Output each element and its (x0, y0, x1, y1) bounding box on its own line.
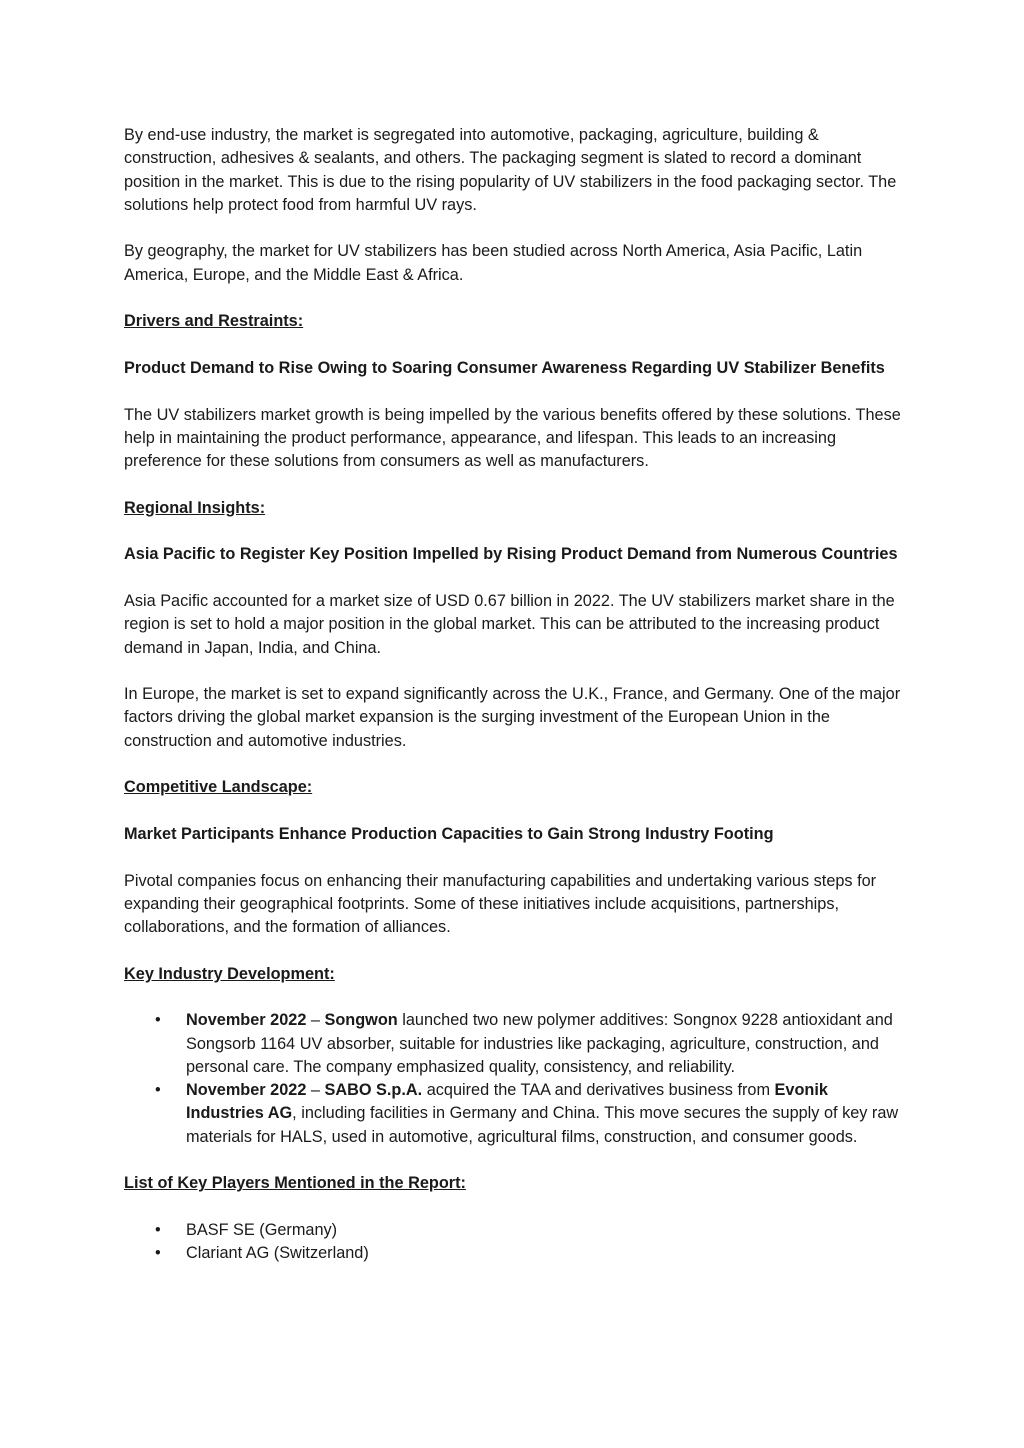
heading-competitive: Competitive Landscape: (124, 778, 313, 797)
bullet-icon: • (155, 1081, 161, 1100)
bullet-icon: • (155, 1011, 161, 1030)
player-name: BASF SE (Germany) (186, 1220, 338, 1239)
list-item (155, 1009, 904, 1079)
list-item (155, 1242, 904, 1265)
list-item (155, 1079, 904, 1149)
bullet-icon: • (155, 1244, 161, 1263)
development-date: November 2022 (186, 1011, 307, 1030)
player-name: Clariant AG (Switzerland) (186, 1244, 369, 1263)
development-company-secondary: Evonik Industries AG (186, 1081, 828, 1123)
subheading-drivers: Product Demand to Rise Owing to Soaring Consumer Awareness Regarding UV Stabilizer Benefits (124, 358, 885, 377)
heading-drivers: Drivers and Restraints: (124, 312, 304, 331)
paragraph-end-use: By end-use industry, the market is segregated into automotive, packaging, agriculture, building & construction, adhesives & sealants, and others. The packaging segment is slated to record a dominant position in the market. This is due to the rising popularity of UV stabilizers in the food packaging sector. The solutions help protect food from harmful UV rays. (124, 126, 897, 214)
paragraph-europe: In Europe, the market is set to expand significantly across the U.K., France, and Germany. One of the major factors driving the global market expansion is the surging investment of the European Union in the construction and automotive industries. (124, 685, 901, 750)
development-text-continued: , including facilities in Germany and China. This move secures the supply of key raw materials for HALS, used in automotive, agricultural films, construction, and consumer goods. (186, 1104, 899, 1146)
bullet-icon: • (155, 1220, 161, 1239)
players-list (124, 1219, 904, 1266)
heading-development: Key Industry Development: (124, 964, 335, 983)
development-dash: – (306, 1011, 325, 1030)
development-date: November 2022 (186, 1081, 307, 1100)
list-item (155, 1219, 904, 1242)
subheading-competitive: Market Participants Enhance Production Capacities to Gain Strong Industry Footing (124, 824, 774, 843)
paragraph-drivers: The UV stabilizers market growth is being impelled by the various benefits offered by these solutions. These help in maintaining the product performance, appearance, and lifespan. This leads to an increasing preference for these solutions from consumers as well as manufacturers. (124, 405, 901, 471)
paragraph-geography: By geography, the market for UV stabilizers has been studied across North America, Asia Pacific, Latin America, Europe, and the Middle East & Africa. (124, 242, 863, 284)
development-dash: – (306, 1081, 325, 1100)
development-company: SABO S.p.A. (324, 1081, 423, 1100)
development-list (124, 1009, 904, 1149)
development-text: acquired the TAA and derivatives business from (422, 1081, 775, 1100)
paragraph-asia-pacific: Asia Pacific accounted for a market size of USD 0.67 billion in 2022. The UV stabilizers market share in the region is set to hold a major position in the global market. This can be attributed to the increasing product demand in Japan, India, and China. (124, 591, 895, 657)
paragraph-competitive: Pivotal companies focus on enhancing their manufacturing capabilities and undertaking various steps for expanding their geographical footprints. Some of these initiatives include acquisitions, partnerships, collaborations, and the formation of alliances. (124, 871, 877, 937)
heading-regional: Regional Insights: (124, 498, 266, 517)
development-text: launched two new polymer additives: Songnox 9228 antioxidant and Songsorb 1164 UV absorber, suitable for industries like packaging, agriculture, construction, and personal care. The company emphasized quality, consistency, and reliability. (186, 1011, 893, 1076)
subheading-regional: Asia Pacific to Register Key Position Impelled by Rising Product Demand from Numerous Countries (124, 545, 898, 564)
development-company: Songwon (324, 1011, 398, 1030)
heading-players: List of Key Players Mentioned in the Report: (124, 1174, 466, 1193)
